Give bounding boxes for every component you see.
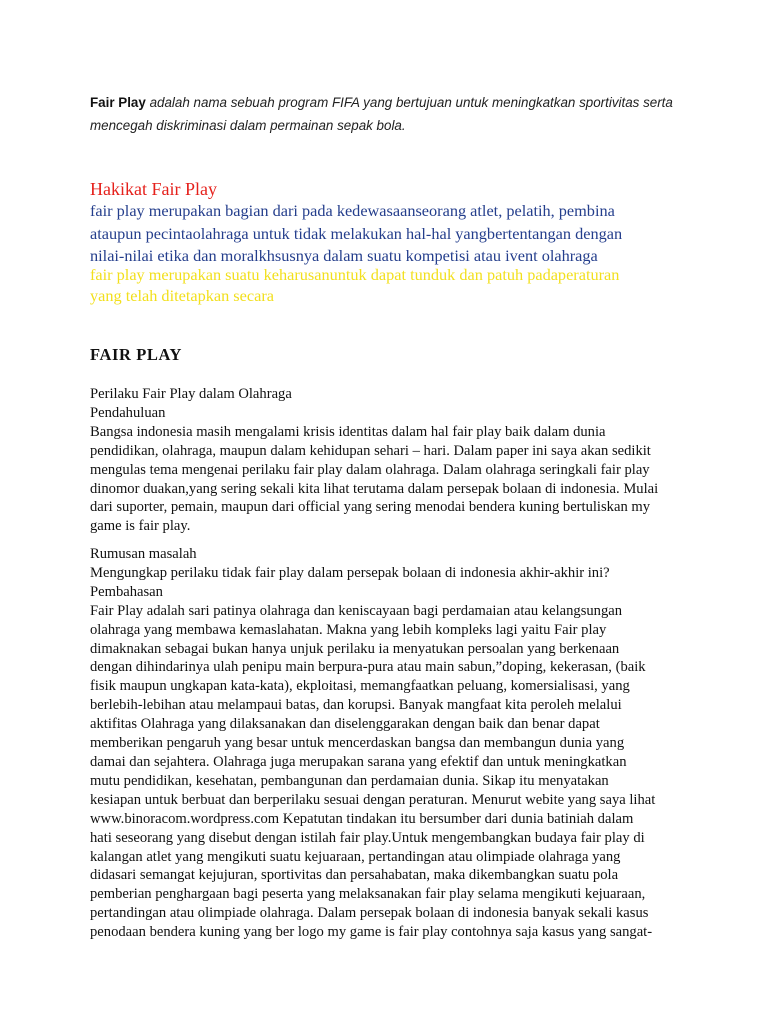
text-line: memberikan pengaruh yang besar untuk mencerdaskan bangsa dan membangun dunia yang bbox=[90, 735, 625, 752]
text-line: dimaknakan sebagai bukan hanya unjuk perilaku ia menyatukan persoalan yang berkenaan bbox=[90, 640, 620, 657]
text-line: dari suporter, pemain, maupun dari official yang sering menodai bendera kuning bertuliskan my bbox=[90, 499, 651, 516]
text-line: mengulas tema mengenai perilaku fair play dalam olahraga. Dalam olahraga seringkali fair play bbox=[90, 461, 650, 478]
text-line: Fair Play adalah sari patinya olahraga dan keniscayaan bagi perdamaian atau kelangsungan bbox=[90, 602, 623, 619]
intro-line-2: mencegah diskriminasi dalam permainan sepak bola. bbox=[90, 118, 406, 133]
section-heading: FAIR PLAY bbox=[90, 345, 183, 364]
text-line: Pendahuluan bbox=[90, 404, 166, 421]
text-line: hati seseorang yang disebut dengan istilah fair play.Untuk mengembangkan budaya fair play di bbox=[90, 829, 645, 846]
text-line: fisik maupun ungkapan kata-kata), ekploitasi, memangfaatkan peluang, komersialisasi, yang bbox=[90, 678, 630, 695]
hakikat-line: nilai-nilai etika dan moralkhsusnya dalam suatu kompetisi atau ivent olahraga bbox=[90, 246, 598, 266]
text-line: game is fair play. bbox=[90, 518, 191, 535]
text-line: Pembahasan bbox=[90, 583, 163, 600]
yellow-line: fair play merupakan suatu keharusanuntuk dapat tunduk dan patuh padaperaturan bbox=[90, 265, 620, 284]
text-line: aktifitas Olahraga yang dilaksanakan dan diselenggarakan dengan baik dan benar dapat bbox=[90, 716, 600, 733]
hakikat-line: ataupun pecintaolahraga untuk tidak melakukan hal-hal yangbertentangan dengan bbox=[90, 223, 623, 243]
text-line: berlebih-lebihan atau melampaui batas, dan korupsi. Banyak mangfaat kita peroleh melalui bbox=[90, 697, 622, 714]
hakikat-yellow-paragraph bbox=[90, 264, 690, 306]
text-line: Mengungkap perilaku tidak fair play dalam persepak bolaan di indonesia akhir-akhir ini? bbox=[90, 564, 610, 581]
text-line: kesiapan untuk berbuat dan berperilaku sesuai dengan peraturan. Menurut webite yang saya lihat bbox=[90, 791, 656, 808]
text-line: didasari semangat kejujuran, sportivitas dan persahabatan, maka dikembangkan suatu pola bbox=[90, 867, 619, 884]
text-line: mutu pendidikan, kesehatan, pembangunan dan perdamaian dunia. Sikap itu menyatakan bbox=[90, 772, 609, 789]
text-line: damai dan sejahtera. Olahraga juga merupakan sarana yang efektif dan untuk meningkatkan bbox=[90, 753, 627, 770]
yellow-line: yang telah ditetapkan secara bbox=[90, 286, 274, 305]
text-line: Rumusan masalah bbox=[90, 546, 197, 562]
text-line: Perilaku Fair Play dalam Olahraga bbox=[90, 386, 292, 402]
text-line: olahraga yang membawa kemaslahatan. Makna yang lebih kompleks lagi yaitu Fair play bbox=[90, 621, 607, 638]
text-line: www.binoracom.wordpress.com Kepatutan tindakan itu bersumber dari dunia batiniah dalam bbox=[90, 810, 634, 827]
hakikat-title: Hakikat Fair Play bbox=[90, 179, 217, 199]
text-line: kalangan atlet yang mengikuti suatu kejuaraan, pertandingan atau olimpiade olahraga yang bbox=[90, 848, 621, 865]
intro-term: Fair Play bbox=[90, 95, 146, 110]
text-line: penodaan bendera kuning yang ber logo my game is fair play contohnya saja kasus yang sangat- bbox=[90, 924, 653, 941]
text-line: pendidikan, olahraga, maupun dalam kehidupan sehari – hari. Dalam paper ini saya akan sedikit bbox=[90, 442, 651, 459]
text-line: dengan dihindarinya ulah penipu main berpura-pura atau main sabun,”doping, kekerasan, (baik bbox=[90, 659, 646, 676]
text-line: Bangsa indonesia masih mengalami krisis identitas dalam hal fair play baik dalam dunia bbox=[90, 423, 606, 440]
discussion-section bbox=[90, 545, 690, 942]
text-line: pertandingan atau olimpiade olahraga. Dalam persepak bolaan di indonesia banyak sekali kasus bbox=[90, 905, 649, 922]
intro-line-1: adalah nama sebuah program FIFA yang bertujuan untuk meningkatkan sportivitas serta bbox=[149, 95, 673, 110]
hakikat-line: fair play merupakan bagian dari pada kedewasaanseorang atlet, pelatih, pembina bbox=[90, 201, 615, 220]
text-line: pemberian penghargaan bagi peserta yang melaksanakan fair play selama mengikuti kejuaraan, bbox=[90, 886, 646, 903]
intro-paragraph bbox=[90, 91, 700, 137]
intro-section bbox=[90, 385, 690, 536]
text-line: dinomor duakan,yang sering sekali kita lihat terutama dalam persepak bolaan di indonesia. Mulai bbox=[90, 480, 659, 497]
hakikat-paragraph bbox=[90, 200, 690, 268]
